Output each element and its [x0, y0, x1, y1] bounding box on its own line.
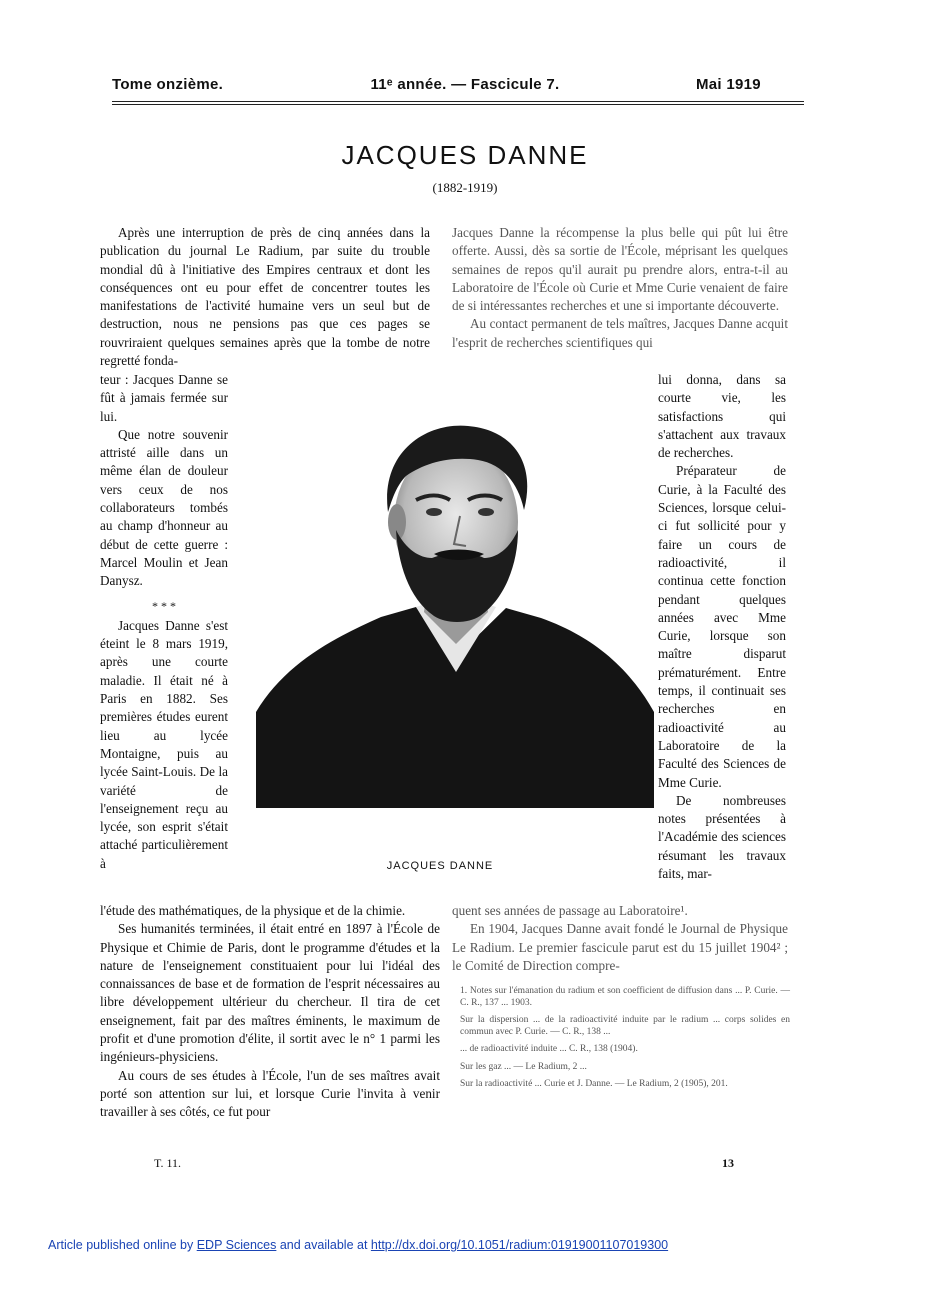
left-paragraph-1: Après une interruption de près de cinq années dans la publication du journal Le Radium, par suite du trouble mondial dû à l'initiative des Empires centraux et dont les conséquences ont eu pour effet de concentrer toutes les manifestations de l'activité humaine vers un seul but de destruction, nous ne pensions pas que ces pages se rouvriraient quelques semaines après que la tombe de notre regretté fonda-	[100, 225, 430, 369]
footnote-1: 1. Notes sur l'émanation du radium et son coefficient de diffusion dans ... P. Curie. — C. R., 137 ... 1903.	[460, 986, 790, 1008]
right-paragraph-4: De nombreuses notes présentées à l'Académie des sciences résumant les travaux faits, mar-	[658, 792, 786, 882]
left-paragraph-1-end: teur : Jacques Danne se fût à jamais fermée sur lui.	[100, 372, 228, 424]
right-paragraph-5: En 1904, Jacques Danne avait fondé le Journal de Physique Le Radium. Le premier fascicule parut est du 15 juillet 1904² ; le Comité de Direction compre-	[452, 921, 788, 973]
left-paragraph-4: Ses humanités terminées, il était entré en 1897 à l'École de Physique et Chimie de Paris, dont le programme d'études et la nature de l'enseignement constituaient pour lui l'idéal des connaissances de base et de formation de l'esprit nécessaires au libre développement ultérieur du chercheur. Il tira de cet enseignement, fait par des maîtres éminents, le maximum de profit et d'une promotion d'élite, il sortit avec le n° 1 parmi les ingénieurs-physiciens.	[100, 921, 440, 1065]
right-paragraph-4-end: quent ses années de passage au Laboratoire¹.	[452, 903, 688, 918]
footnote-2: Sur la dispersion ... de la radioactivité induite par le radium ... corps solides en commun avec P. Curie. — C. R., 138 ...	[460, 1015, 790, 1037]
footnotes	[460, 986, 790, 1091]
section-stars: * * *	[152, 598, 176, 613]
right-paragraph-3: Préparateur de Curie, à la Faculté des Sciences, lorsque celui-ci fut sollicité pour y faire un cours de radioactivité, il continua cette fonction pendant quelques années avec Mme Curie, lorsque son maître disparut prématurément. Entre temps, il continuait ses recherches en radioactivité au Laboratoire de la Faculté des Sciences de Mme Curie.	[658, 463, 786, 790]
right-paragraph-2-end: lui donna, dans sa courte vie, les satisfactions qui s'attachent aux travaux de recherches.	[658, 372, 786, 461]
credit-middle: and available at	[276, 1238, 371, 1252]
right-column-wide	[452, 224, 788, 352]
header-rule-top	[112, 101, 804, 102]
footer-volume: T. 11.	[154, 1156, 181, 1170]
right-paragraph-2: Au contact permanent de tels maîtres, Jacques Danne acquit l'esprit de recherches scientifiques qui	[452, 316, 788, 350]
right-column-narrow	[658, 371, 786, 883]
running-header-right: Mai 1919	[696, 76, 761, 93]
left-paragraph-3-end: l'étude des mathématiques, de la physique et de la chimie.	[100, 903, 406, 918]
running-header-center: 11ᵉ année. — Fascicule 7.	[370, 76, 560, 93]
left-column-wide	[100, 224, 430, 370]
left-column-narrow	[100, 371, 228, 873]
left-column-lower	[100, 902, 440, 1122]
footnote-3: ... de radioactivité induite ... C. R., 138 (1904).	[460, 1044, 638, 1054]
doi-link[interactable]: http://dx.doi.org/10.1051/radium:01919001107019300	[370, 1238, 669, 1252]
photo-caption: JACQUES DANNE	[386, 860, 494, 872]
page-number: 13	[722, 1156, 734, 1170]
article-title: JACQUES DANNE	[341, 140, 589, 170]
publisher-link[interactable]: EDP Sciences	[196, 1238, 277, 1252]
portrait-photo	[256, 412, 654, 808]
left-paragraph-5: Au cours de ses études à l'École, l'un de ses maîtres avait porté son attention sur lui, et lorsque Curie l'invita à venir travailler à ses côtés, ce fut pour	[100, 1067, 440, 1120]
left-paragraph-2: Que notre souvenir attristé aille dans un même élan de douleur vers ceux de nos collaborateurs tombés au champ d'honneur au début de cette guerre : Marcel Moulin et Jean Danysz.	[100, 426, 228, 589]
right-paragraph-1: Jacques Danne la récompense la plus belle qui pût lui être offerte. Aussi, dès sa sortie de l'École, méprisant les quelques semaines de repos qu'il aurait pu prendre alors, entra-t-il au Laboratoire de l'École où Curie et Mme Curie venaient de faire de si intéressantes recherches et une si importante découverte.	[452, 225, 788, 314]
publisher-credit	[48, 1238, 668, 1252]
left-paragraph-3: Jacques Danne s'est éteint le 8 mars 1919, après une courte maladie. Il était né à Paris en 1882. Ses premières études eurent lieu au lycée Montaigne, puis au lycée Saint-Louis. De la variété de l'enseignement reçu au lycée, son esprit s'était attaché particulièrement à	[100, 617, 228, 871]
credit-prefix: Article published online by	[48, 1238, 197, 1252]
running-header-left: Tome onzième.	[112, 76, 224, 93]
header-rule-bottom	[112, 104, 804, 105]
footnote-5: Sur la radioactivité ... Curie et J. Danne. — Le Radium, 2 (1905), 201.	[460, 1079, 728, 1089]
article-dates: (1882-1919)	[432, 180, 498, 195]
right-column-lower	[452, 902, 788, 975]
footnote-4: Sur les gaz ... — Le Radium, 2 ...	[460, 1061, 587, 1072]
